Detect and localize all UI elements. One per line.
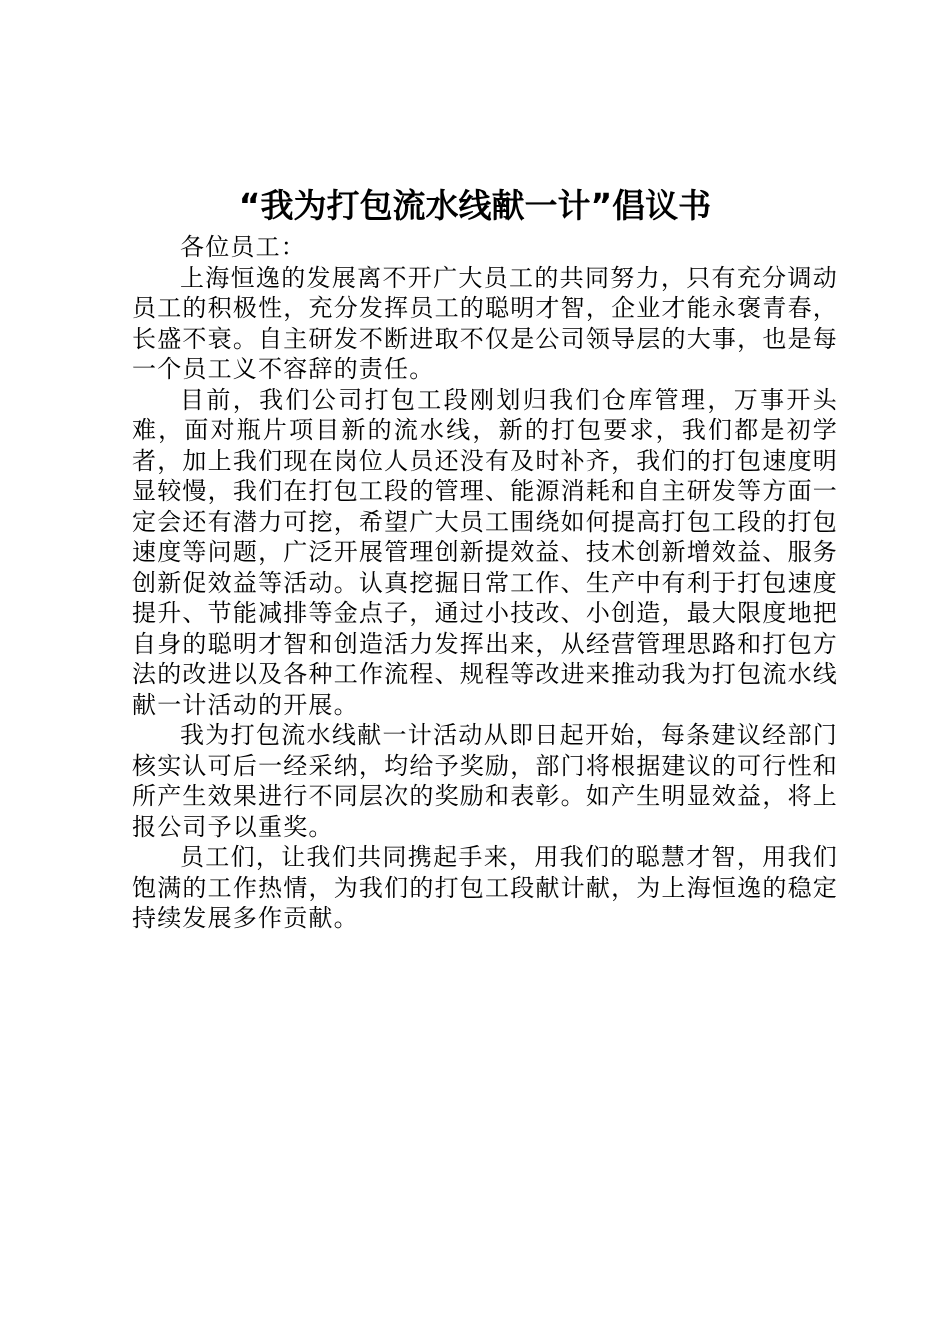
paragraph-1: 上海恒逸的发展离不开广大员工的共同努力，只有充分调动员工的积极性，充分发挥员工的聪明才智，企业才能永褒青春，长盛不衰。自主研发不断进取不仅是公司领导层的大事，也是每一个员工义不容辞的责任。 [132,263,838,383]
paragraph-3: 我为打包流水线献一计活动从即日起开始，每条建议经部门核实认可后一经采纳，均给予奖励，部门将根据建议的可行性和所产生效果进行不同层次的奖励和表彰。如产生明显效益，将上报公司予以重奖。 [132,721,838,841]
paragraph-4: 员工们，让我们共同携起手来，用我们的聪慧才智，用我们饱满的工作热情，为我们的打包工段献计献，为上海恒逸的稳定持续发展多作贡献。 [132,843,838,932]
document-title: “我为打包流水线献一计”倡议书 [238,186,712,225]
paragraph-2: 目前，我们公司打包工段刚划归我们仓库管理，万事开头难，面对瓶片项目新的流水线，新的打包要求，我们都是初学者，加上我们现在岗位人员还没有及时补齐，我们的打包速度明显较慢，我们在打包工段的管理、能源消耗和自主研发等方面一定会还有潜力可挖，希望广大员工围绕如何提高打包工段的打包速度等问题，广泛开展管理创新提效益、技术创新增效益、服务创新促效益等活动。认真挖掘日常工作、生产中有利于打包速度提升、节能减排等金点子，通过小技改、小创造，最大限度地把自身的聪明才智和创造活力发挥出来，从经营管理思路和打包方法的改进以及各种工作流程、规程等改进来推动我为打包流水线献一计活动的开展。 [132,385,838,719]
document-body [132,232,838,934]
salutation: 各位员工： [180,233,306,261]
